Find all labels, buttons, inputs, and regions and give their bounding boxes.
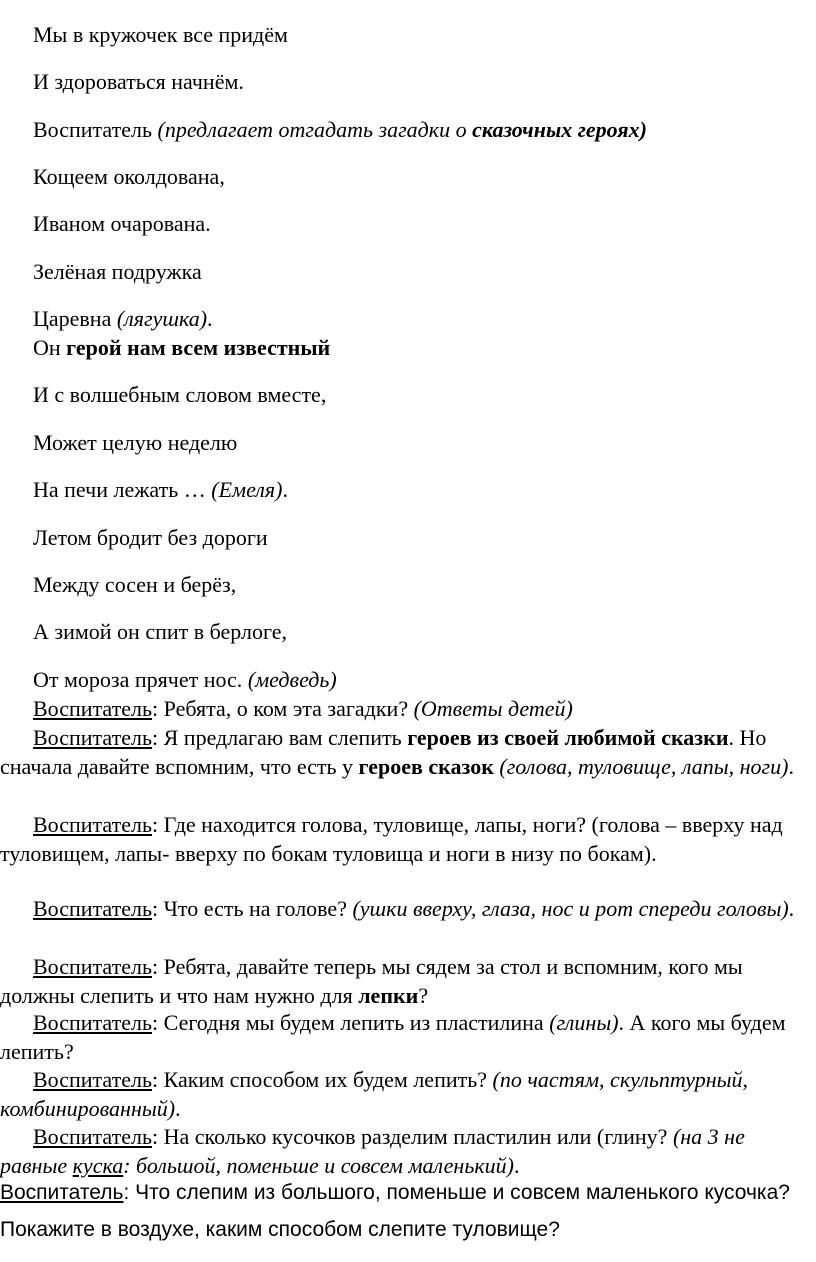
dialog-paragraph-5: Воспитатель: Ребята, давайте теперь мы сядем за стол и вспомним, кого мы должны слепить и что нам нужно для лепки? [0,954,743,1008]
dialog-paragraph-6: Воспитатель: Сегодня мы будем лепить из пластилина (глины). А кого мы будем лепить? [0,1010,786,1064]
speaker-label: Воспитатель [33,696,153,721]
poem-line-14: А зимой он спит в берлоге, [33,619,287,644]
poem-line-10: Может целую неделю [33,430,238,455]
dialog-paragraph-9: Воспитатель: Что слепим из большого, поменьше и совсем маленького кусочка? Покажите в воздухе, каким способом слепите туловище? [0,1181,790,1241]
dialog-paragraph-4: Воспитатель: Что есть на голове? (ушки вверху, глаза, нос и рот спереди головы). [33,896,795,921]
speaker-label: Воспитатель [33,812,153,837]
dialog-paragraph-7: Воспитатель: Каким способом их будем лепить? (по частям, скульптурный, комбинированный). [0,1067,749,1121]
poem-line-6: Зелёная подружка [33,259,202,284]
speaker-label: Воспитатель [0,1181,124,1204]
poem-line-3: Воспитатель (предлагает отгадать загадки о сказочных героях) [33,117,647,142]
poem-line-15: От мороза прячет нос. (медведь) [33,667,337,692]
dialog-paragraph-1: Воспитатель: Ребята, о ком эта загадки? (Ответы детей) [33,696,573,721]
poem-line-12: Летом бродит без дороги [33,525,268,550]
poem-line-2: И здороваться начнём. [33,69,244,94]
poem-line-1: Мы в кружочек все придём [33,22,288,47]
dialog-paragraph-3: Воспитатель: Где находится голова, туловище, лапы, ноги? (голова – вверху над туловищем, лапы- вверху по бокам туловища и ноги в низу по бокам). [0,812,783,866]
speaker-label: Воспитатель [33,1010,153,1035]
poem-line-11: На печи лежать … (Емеля). [33,477,288,502]
speaker-label: Воспитатель [33,954,153,979]
poem-line-13: Между сосен и берёз, [33,572,237,597]
speaker-label: Воспитатель [33,725,153,750]
poem-line-8: Он герой нам всем известный [33,335,331,360]
dialog-paragraph-2: Воспитатель: Я предлагаю вам слепить героев из своей любимой сказки. Но сначала давайте вспомним, что есть у героев сказок (голова, туловище, лапы, ноги). [0,725,794,779]
speaker-label: Воспитатель [33,896,153,921]
speaker-label: Воспитатель [33,1067,153,1092]
speaker-label: Воспитатель [33,1124,153,1149]
poem-line-7: Царевна (лягушка). [33,306,213,331]
poem-line-4: Кощеем околдована, [33,164,225,189]
dialog-paragraph-8: Воспитатель: На сколько кусочков разделим пластилин или (глину? (на 3 не равные куска: большой, поменьше и совсем маленький). [0,1124,745,1178]
poem-line-9: И с волшебным словом вместе, [33,382,327,407]
poem-line-5: Иваном очарована. [33,211,211,236]
